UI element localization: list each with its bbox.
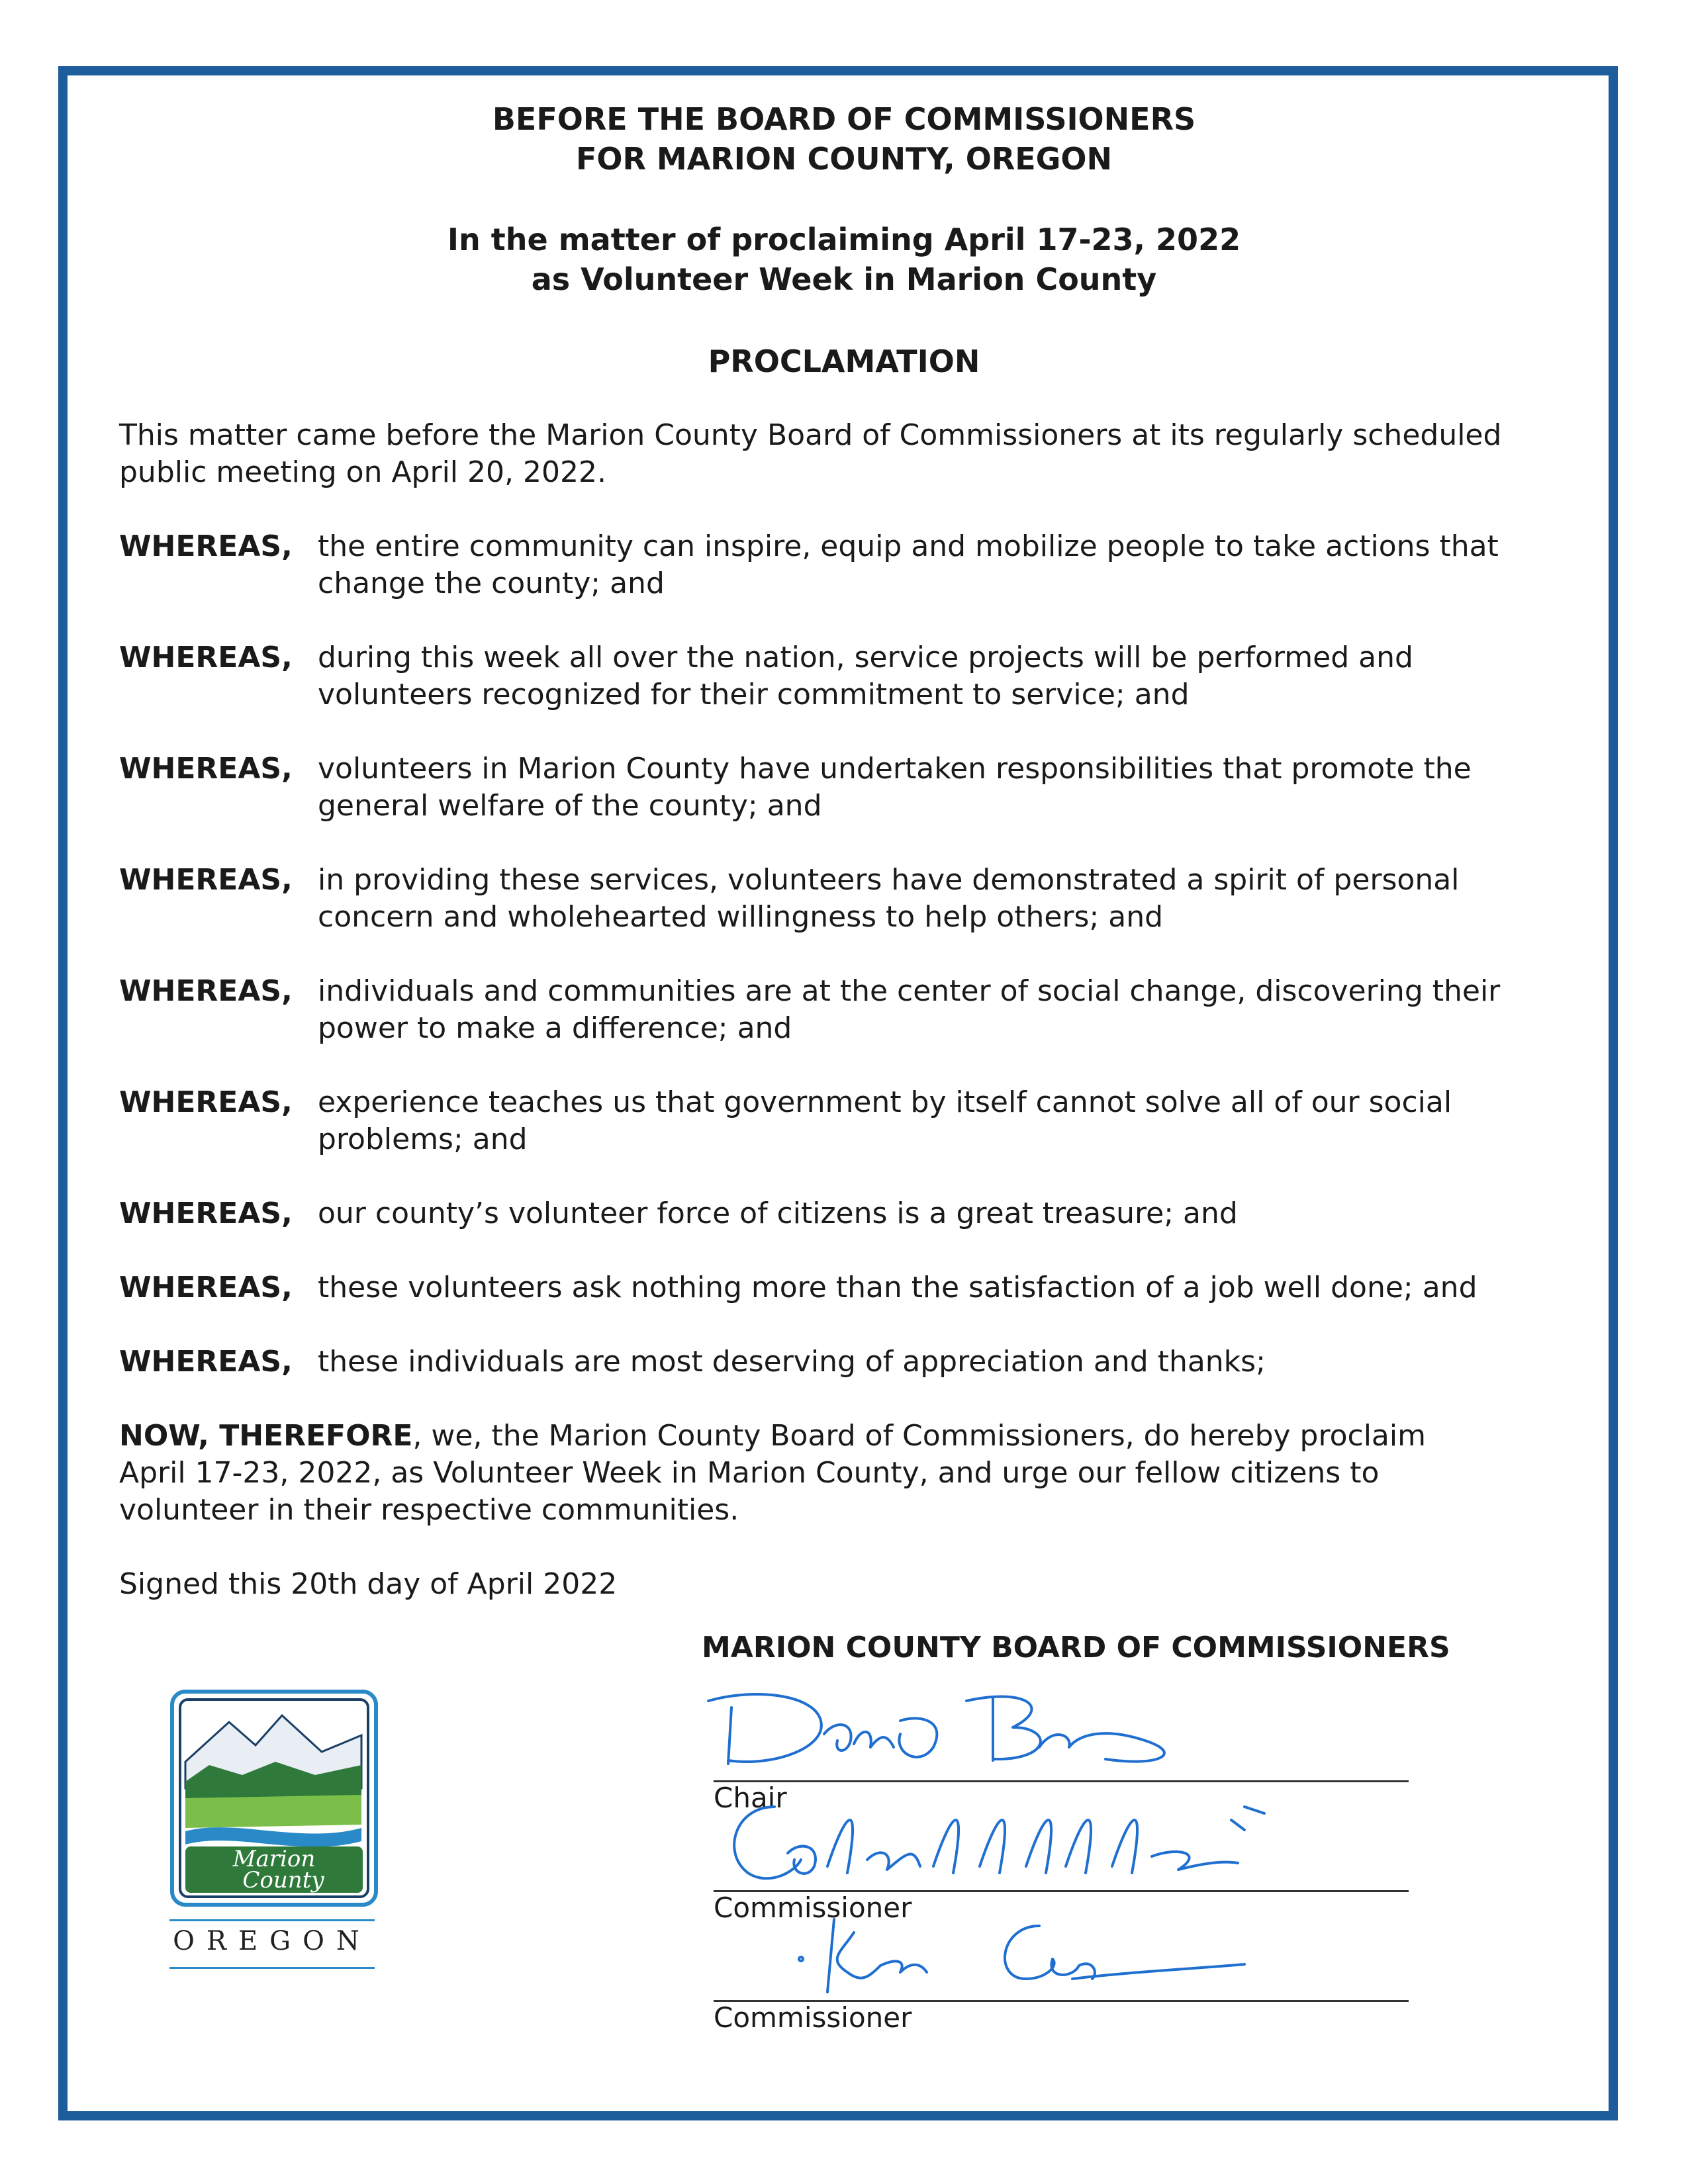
whereas-keyword: WHEREAS, [119, 1197, 293, 1230]
chair-label: Chair [714, 1782, 787, 1814]
court-heading [0, 99, 1688, 179]
document-type: PROCLAMATION [708, 343, 980, 379]
whereas-clause [119, 751, 1575, 825]
resolution-line-2: April 17-23, 2022, as Volunteer Week in Marion County, and urge our fellow citizens to [119, 1456, 1380, 1490]
whereas-keyword: WHEREAS, [119, 1085, 293, 1119]
resolution-line-3: volunteer in their respective communities. [119, 1493, 739, 1527]
whereas-keyword: WHEREAS, [119, 752, 293, 786]
logo-rule-bottom [169, 1967, 375, 1969]
intro-paragraph [119, 417, 1575, 491]
whereas-keyword: WHEREAS, [119, 863, 293, 897]
logo-name-line-1: Marion [232, 1846, 316, 1872]
whereas-clause [119, 862, 1575, 936]
whereas-clause [119, 1195, 1575, 1232]
commissioner-label-2: Commissioner [714, 2001, 912, 2034]
now-therefore-keyword: NOW, THEREFORE [119, 1419, 413, 1453]
logo-state: OREGON [173, 1926, 371, 1956]
matter-title [0, 220, 1688, 299]
whereas-clause [119, 1084, 1575, 1158]
whereas-keyword: WHEREAS, [119, 974, 293, 1008]
board-title: MARION COUNTY BOARD OF COMMISSIONERS [702, 1631, 1450, 1664]
matter-line-1: In the matter of proclaiming April 17-23, 2022 [447, 222, 1241, 257]
whereas-text: our county’s volunteer force of citizens is a great treasure; and [318, 1197, 1238, 1230]
heading-line-2: FOR MARION COUNTY, OREGON [575, 141, 1113, 177]
logo-rule-top [169, 1919, 375, 1921]
whereas-text: experience teaches us that government by itself cannot solve all of our social problems; and [318, 1085, 1452, 1156]
whereas-text: these volunteers ask nothing more than the satisfaction of a job well done; and [318, 1271, 1477, 1304]
whereas-keyword: WHEREAS, [119, 1271, 293, 1304]
intro-line-2: public meeting on April 20, 2022. [119, 455, 606, 489]
whereas-text: the entire community can inspire, equip and mobilize people to take actions that change the county; and [318, 529, 1499, 600]
whereas-clause [119, 528, 1575, 602]
whereas-text: volunteers in Marion County have undertaken responsibilities that promote the general welfare of the county; and [318, 752, 1472, 823]
whereas-keyword: WHEREAS, [119, 641, 293, 674]
whereas-clause [119, 1269, 1575, 1306]
heading-line-1: BEFORE THE BOARD OF COMMISSIONERS [492, 101, 1196, 137]
chair-signature-line [714, 1780, 1409, 1782]
intro-line-1: This matter came before the Marion County Board of Commissioners at its regularly scheduled [119, 418, 1502, 452]
whereas-keyword: WHEREAS, [119, 1345, 293, 1379]
commissioner-signature-1 [715, 1794, 1297, 1893]
signed-date: Signed this 20th day of April 2022 [119, 1567, 618, 1601]
whereas-text: during this week all over the nation, service projects will be performed and volunteers recognized for their commitment to service; and [318, 641, 1413, 711]
whereas-clause [119, 1343, 1575, 1381]
whereas-clause [119, 973, 1575, 1047]
whereas-keyword: WHEREAS, [119, 529, 293, 563]
whereas-text: these individuals are most deserving of appreciation and thanks; [318, 1345, 1266, 1379]
resolution-paragraph [119, 1418, 1575, 1529]
logo-name-line-2: County [242, 1867, 324, 1893]
chair-signature [682, 1681, 1225, 1780]
whereas-clause [119, 639, 1575, 713]
resolution-line-1: , we, the Marion County Board of Commissioners, do hereby proclaim [412, 1419, 1426, 1453]
commissioner-signature-2 [781, 1906, 1258, 2005]
commissioner-label-1: Commissioner [714, 1891, 912, 1924]
matter-line-2: as Volunteer Week in Marion County [531, 261, 1157, 297]
marion-county-logo [169, 1689, 379, 1907]
whereas-text: individuals and communities are at the center of social change, discovering their power to make a difference; and [318, 974, 1501, 1045]
whereas-text: in providing these services, volunteers have demonstrated a spirit of personal concern and wholehearted willingness to help others; and [318, 863, 1460, 934]
